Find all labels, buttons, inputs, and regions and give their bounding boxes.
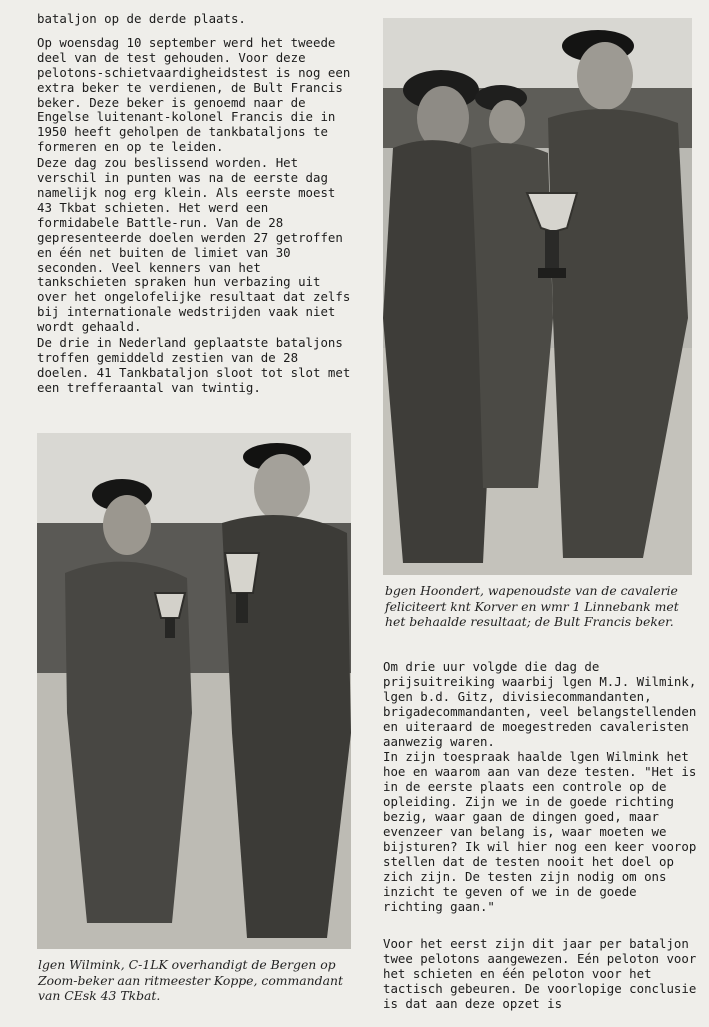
paragraph: bataljon op de derde plaats. <box>37 11 246 26</box>
paragraph: Om drie uur volgde die dag de prijsuitreiking waarbij lgen M.J. Wilmink, lgen b.d. Gitz, divisiecommandanten, brigadecommandanten, veel belangstellenden en uiteraard de moegestreden cavaleristen aanwezig waren. <box>383 659 697 749</box>
photo-caption-left: lgen Wilmink, C-1LK overhandigt de Bergen op Zoom-beker aan ritmeester Koppe, commandant van CEsk 43 Tkbat. <box>38 957 343 1003</box>
right-text-column <box>383 660 701 914</box>
paragraph: De drie in Nederland geplaatste bataljons troffen gemiddeld zestien van de 28 doelen. 41 Tankbataljon sloot tot slot met een trefferaantal van twintig. <box>37 335 351 395</box>
photo-trophy-presentation <box>37 433 351 949</box>
photo-award-handover-cup <box>383 18 692 575</box>
right-text-column-continued <box>383 937 701 1012</box>
paragraph: Op woensdag 10 september werd het tweede deel van de test gehouden. Voor deze pelotons-schietvaardigheidstest is nog een extra beker te verdienen, de Bult Francis beker. Deze beker is genoemd naar de Engelse luitenant-kolonel Francis die in 1950 heeft geholpen de tankbataljons te formeren en op te leiden. <box>37 34 351 155</box>
paragraph: Deze dag zou beslissend worden. Het verschil in punten was na de eerste dag namelijk nog erg klein. Als eerste moest 43 Tkbat schieten. Het werd een formidabele Battle-run. Van de 28 gepresenteerde doelen werden 27 getroffen en één net buiten de limiet van 30 seconden. Veel kenners van het tankschieten spraken hun verbazing uit over het ongelofelijke resultaat dat zelfs bij internationale wedstrijden vaak niet wordt gehaald. <box>37 155 351 335</box>
photo-caption-right: bgen Hoondert, wapenoudste van de cavalerie feliciteert knt Korver en wmr 1 Linnebank met het behaalde resultaat; de Bult Francis beker. <box>385 583 679 629</box>
paragraph: In zijn toespraak haalde lgen Wilmink het hoe en waarom aan van deze testen. "Het is in de eerste plaats een controle op de opleiding. Zijn we in de goede richting bezig, waar gaan de dingen goed, maar evenzeer van belang is, waar moeten we bijsturen? Ik wil hier nog een keer voorop stellen dat de testen nooit het doel op zich zijn. De testen zijn nodig om ons inzicht te geven of we in de goede richting gaan." <box>383 749 697 914</box>
paragraph: Voor het eerst zijn dit jaar per bataljon twee pelotons aangewezen. Eén peloton voor het schieten en één peloton voor het tactisch gebeuren. De voorlopige conclusie is dat aan deze opzet is <box>383 936 697 1011</box>
left-text-column <box>37 12 353 396</box>
